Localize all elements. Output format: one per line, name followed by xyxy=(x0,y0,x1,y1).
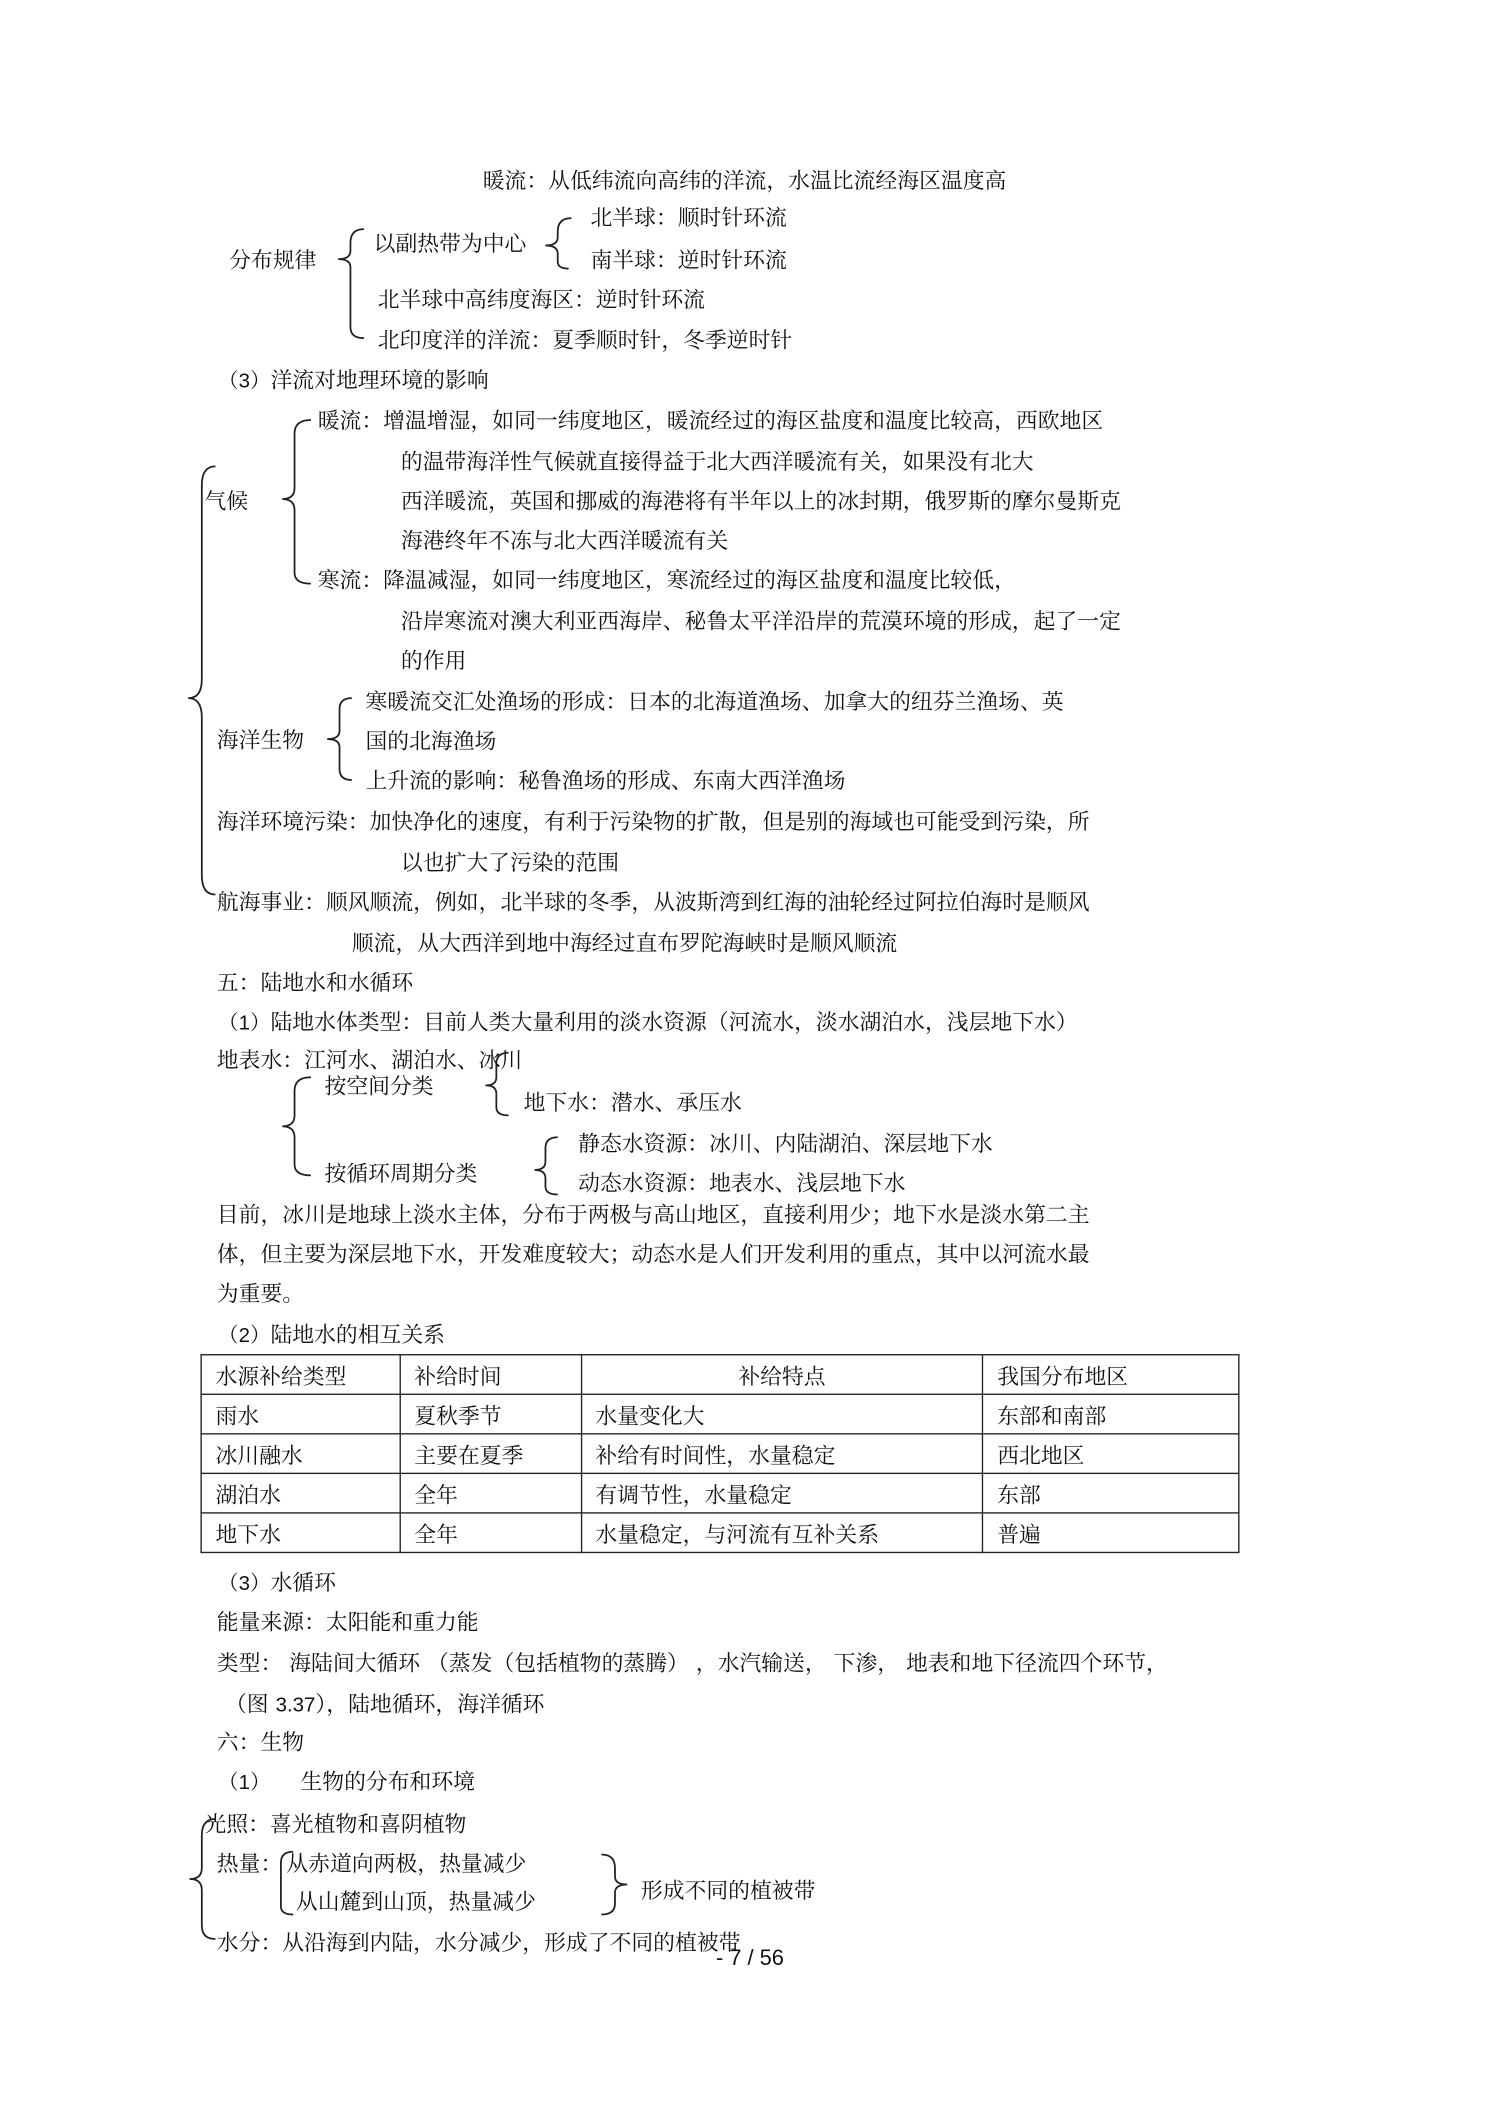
table-cell: 东部 xyxy=(983,1473,1239,1513)
heat-result: 形成不同的植被带 xyxy=(640,1877,816,1904)
static-water-line: 静态水资源：冰川、内陆湖泊、深层地下水 xyxy=(578,1130,993,1157)
table-cell: 雨水 xyxy=(201,1394,400,1434)
table-row xyxy=(201,1434,1239,1474)
table-cell: 东部和南部 xyxy=(983,1394,1239,1434)
table-cell: 补给有时间性，水量稳定 xyxy=(581,1434,983,1474)
brace-subtropical-center xyxy=(545,218,571,268)
cycle-types-line: 类型： 海陆间大循环 （蒸发（包括植物的蒸腾） ，水汽输送， 下渗， 地表和地下径流四个环节， xyxy=(216,1649,1168,1676)
table-row xyxy=(201,1394,1239,1434)
by-space-label: 按空间分类 xyxy=(324,1073,434,1100)
by-cycle-label: 按循环周期分类 xyxy=(324,1160,478,1187)
heat-line-2: 从山麓到山顶，热量减少 xyxy=(295,1888,536,1915)
warm-current-line-2: 的温带海洋性气候就直接得益于北大西洋暖流有关，如果没有北大 xyxy=(400,448,1034,475)
brace-by-cycle xyxy=(535,1137,558,1194)
brace-marine-life xyxy=(327,698,352,780)
water-paragraph-line-1: 目前，冰川是地球上淡水主体，分布于两极与高山地区，直接利用少；地下水是淡水第二主 xyxy=(216,1201,1090,1228)
impact-heading: （3）洋流对地理环境的影响 xyxy=(218,366,489,393)
energy-source-line: 能量来源：太阳能和重力能 xyxy=(216,1609,479,1635)
biology-heading: （1） 生物的分布和环境 xyxy=(218,1768,476,1795)
table-cell: 普遍 xyxy=(983,1513,1239,1553)
fishery-line-2: 国的北海渔场 xyxy=(365,728,497,755)
warm-current-definition: 暖流：从低纬流向高纬的洋流，水温比流经海区温度高 xyxy=(482,167,1007,194)
warm-current-line-3: 西洋暖流，英国和挪威的海港将有半年以上的冰封期，俄罗斯的摩尔曼斯克 xyxy=(400,488,1121,515)
cold-current-line-3: 的作用 xyxy=(400,647,467,674)
north-indian-ocean-rule: 北印度洋的洋流：夏季顺时针，冬季逆时针 xyxy=(377,327,793,354)
brace-heat-right xyxy=(601,1854,627,1914)
dynamic-water-line: 动态水资源：地表水、浅层地下水 xyxy=(578,1169,906,1196)
climate-label: 气候 xyxy=(204,488,249,515)
table-header-cell: 补给时间 xyxy=(400,1355,581,1395)
northern-hemisphere-rule: 北半球：顺时针环流 xyxy=(590,204,787,231)
light-line: 光照：喜光植物和喜阴植物 xyxy=(204,1810,467,1837)
upwelling-line: 上升流的影响：秘鲁渔场的形成、东南大西洋渔场 xyxy=(365,767,846,794)
heat-line-1: 从赤道向两极，热量减少 xyxy=(286,1850,527,1877)
table-cell: 主要在夏季 xyxy=(400,1434,581,1474)
cold-current-line-2: 沿岸寒流对澳大利亚西海岸、秘鲁太平洋沿岸的荒漠环境的形成，起了一定 xyxy=(400,608,1121,635)
table-header-cell: 水源补给类型 xyxy=(201,1355,400,1395)
cycle-types-line-2: （图 3.37），陆地循环，海洋循环 xyxy=(224,1690,545,1717)
water-paragraph-line-2: 体，但主要为深层地下水，开发难度较大；动态水是人们开发利用的重点，其中以河流水最 xyxy=(216,1240,1090,1267)
southern-hemisphere-rule: 南半球：逆时针环流 xyxy=(590,246,787,273)
table-cell: 西北地区 xyxy=(983,1434,1239,1474)
brace-impact-outer xyxy=(188,466,215,894)
table-header-cell: 补给特点 xyxy=(581,1355,983,1395)
brace-distribution-rules xyxy=(338,229,364,338)
water-cycle-heading: （3）水循环 xyxy=(218,1569,336,1596)
heat-label: 热量： xyxy=(216,1850,283,1877)
groundwater-line: 地下水：潜水、承压水 xyxy=(523,1089,742,1116)
water-supply-table xyxy=(200,1354,1239,1553)
table-cell: 水量变化大 xyxy=(581,1394,983,1434)
navigation-line-1: 航海事业：顺风顺流，例如，北半球的冬季，从波斯湾到红海的油轮经过阿拉伯海时是顺风 xyxy=(216,889,1090,915)
relation-heading: （2）陆地水的相互关系 xyxy=(218,1321,446,1348)
surface-water-line: 地表水：江河水、湖泊水、冰川 xyxy=(216,1047,523,1074)
water-paragraph-line-3: 为重要。 xyxy=(216,1280,305,1307)
table-row xyxy=(201,1513,1239,1553)
fishery-line-1: 寒暖流交汇处渔场的形成：日本的北海道渔场、加拿大的纽芬兰渔场、英 xyxy=(365,688,1064,715)
table-header-row xyxy=(201,1355,1239,1395)
table-cell: 夏秋季节 xyxy=(400,1394,581,1434)
table-cell: 全年 xyxy=(400,1473,581,1513)
brace-land-water xyxy=(282,1077,311,1175)
table-header-cell: 我国分布地区 xyxy=(983,1355,1239,1395)
brace-climate xyxy=(282,420,311,584)
pollution-line-1: 海洋环境污染：加快净化的速度，有利于污染物的扩散，但是别的海域也可能受到污染，所 xyxy=(216,808,1090,835)
table-cell: 有调节性，水量稳定 xyxy=(581,1473,983,1513)
table-cell: 全年 xyxy=(400,1513,581,1553)
section5-title: 五：陆地水和水循环 xyxy=(216,969,414,996)
navigation-line-2: 顺流，从大西洋到地中海经过直布罗陀海峡时是顺风顺流 xyxy=(351,929,898,956)
table-cell: 地下水 xyxy=(201,1513,400,1553)
subtropical-center-label: 以副热带为中心 xyxy=(373,230,527,257)
table-cell: 水量稳定，与河流有互补关系 xyxy=(581,1513,983,1553)
table-cell: 湖泊水 xyxy=(201,1473,400,1513)
mid-high-latitude-rule: 北半球中高纬度海区：逆时针环流 xyxy=(377,286,706,313)
cold-current-line-1: 寒流：降温减湿，如同一纬度地区，寒流经过的海区盐度和温度比较低， xyxy=(317,567,1016,594)
table-cell: 冰川融水 xyxy=(201,1434,400,1474)
table-row xyxy=(201,1473,1239,1513)
distribution-rules-label: 分布规律 xyxy=(229,246,317,273)
warm-current-line-4: 海港终年不冻与北大西洋暖流有关 xyxy=(400,527,729,554)
land-water-types-heading: （1）陆地水体类型：目前人类大量利用的淡水资源（河流水，淡水湖泊水，浅层地下水） xyxy=(218,1009,1078,1035)
water-line: 水分：从沿海到内陆，水分减少，形成了不同的植被带 xyxy=(216,1929,741,1956)
pollution-line-2: 以也扩大了污染的范围 xyxy=(400,849,620,876)
page-number: - 7 / 56 xyxy=(716,1947,784,1971)
warm-current-line-1: 暖流：增温增湿，如同一纬度地区，暖流经过的海区盐度和温度比较高，西欧地区 xyxy=(317,407,1104,434)
section6-title: 六：生物 xyxy=(216,1729,305,1755)
marine-life-label: 海洋生物 xyxy=(216,726,305,753)
